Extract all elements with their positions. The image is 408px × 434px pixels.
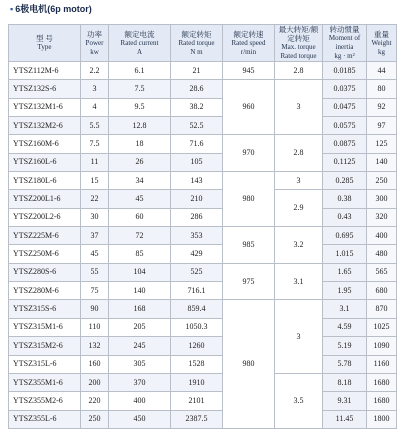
cell-current: 26: [109, 153, 171, 171]
cell-weight: 680: [367, 282, 397, 300]
cell-max-torque-ratio: 2.8: [275, 62, 323, 80]
cell-weight: 480: [367, 245, 397, 263]
cell-max-torque-ratio: 2.8: [275, 135, 323, 172]
cell-torque: 1910: [171, 373, 223, 391]
cell-torque: 71.6: [171, 135, 223, 153]
table-row: [9, 245, 397, 263]
cell-current: 205: [109, 318, 171, 336]
cell-type: YTSZ280S-6: [9, 263, 81, 281]
cell-rated-speed: 970: [223, 135, 275, 172]
table-row: [9, 373, 397, 391]
table-row: [9, 172, 397, 190]
cell-inertia: 0.0375: [323, 80, 367, 98]
cell-type: YTSZ315M1-6: [9, 318, 81, 336]
header-speed: 额定转速 Rated speed r/min: [223, 25, 275, 62]
cell-power: 15: [81, 172, 109, 190]
cell-power: 11: [81, 153, 109, 171]
cell-weight: 44: [367, 62, 397, 80]
cell-max-torque-ratio: 3.5: [275, 373, 323, 428]
table-row: [9, 98, 397, 116]
cell-current: 6.1: [109, 62, 171, 80]
cell-inertia: 0.0475: [323, 98, 367, 116]
cell-inertia: 11.45: [323, 410, 367, 428]
table-row: [9, 392, 397, 410]
cell-type: YTSZ315S-6: [9, 300, 81, 318]
cell-torque: 2387.5: [171, 410, 223, 428]
cell-torque: 286: [171, 208, 223, 226]
cell-power: 2.2: [81, 62, 109, 80]
cell-power: 132: [81, 337, 109, 355]
cell-torque: 353: [171, 227, 223, 245]
cell-type: YTSZ315L-6: [9, 355, 81, 373]
cell-inertia: 0.695: [323, 227, 367, 245]
cell-max-torque-ratio: 3: [275, 172, 323, 190]
cell-torque: 21: [171, 62, 223, 80]
header-type: 型 号 Type: [9, 25, 81, 62]
cell-torque: 859.4: [171, 300, 223, 318]
cell-torque: 105: [171, 153, 223, 171]
header-max-torque: 最大转矩/额定转矩 Max. torque Rated torque: [275, 25, 323, 62]
cell-weight: 125: [367, 135, 397, 153]
cell-rated-speed: 960: [223, 80, 275, 135]
table-row: [9, 263, 397, 281]
cell-inertia: 0.38: [323, 190, 367, 208]
table-row: [9, 62, 397, 80]
table-body: [9, 62, 397, 429]
cell-current: 60: [109, 208, 171, 226]
cell-current: 18: [109, 135, 171, 153]
cell-torque: 716.1: [171, 282, 223, 300]
table-row: [9, 282, 397, 300]
cell-weight: 250: [367, 172, 397, 190]
cell-inertia: 0.1125: [323, 153, 367, 171]
cell-weight: 1025: [367, 318, 397, 336]
table-row: [9, 153, 397, 171]
cell-type: YTSZ132M1-6: [9, 98, 81, 116]
cell-power: 3: [81, 80, 109, 98]
cell-weight: 140: [367, 153, 397, 171]
cell-weight: 320: [367, 208, 397, 226]
cell-power: 200: [81, 373, 109, 391]
cell-inertia: 1.015: [323, 245, 367, 263]
cell-rated-speed: 980: [223, 300, 275, 428]
cell-current: 34: [109, 172, 171, 190]
header-inertia: 转动惯量 Moment of inertia kg · m²: [323, 25, 367, 62]
cell-current: 85: [109, 245, 171, 263]
cell-type: YTSZ112M-6: [9, 62, 81, 80]
cell-inertia: 0.0875: [323, 135, 367, 153]
cell-type: YTSZ200L1-6: [9, 190, 81, 208]
header-torque: 额定转矩 Rated torque N m: [171, 25, 223, 62]
cell-weight: 300: [367, 190, 397, 208]
cell-weight: 1800: [367, 410, 397, 428]
motor-spec-table: [8, 24, 397, 429]
cell-type: YTSZ132M2-6: [9, 117, 81, 135]
cell-weight: 1680: [367, 392, 397, 410]
cell-torque: 1260: [171, 337, 223, 355]
cell-power: 90: [81, 300, 109, 318]
cell-power: 55: [81, 263, 109, 281]
cell-power: 22: [81, 190, 109, 208]
cell-power: 7.5: [81, 135, 109, 153]
cell-current: 72: [109, 227, 171, 245]
table-row: [9, 410, 397, 428]
cell-type: YTSZ250M-6: [9, 245, 81, 263]
cell-torque: 429: [171, 245, 223, 263]
page-title-text: 6极电机(6p motor): [15, 4, 92, 14]
table-row: [9, 208, 397, 226]
cell-current: 12.8: [109, 117, 171, 135]
cell-inertia: 0.285: [323, 172, 367, 190]
header-power: 功率 Power kw: [81, 25, 109, 62]
cell-torque: 2101: [171, 392, 223, 410]
cell-type: YTSZ355L-6: [9, 410, 81, 428]
table-row: [9, 300, 397, 318]
cell-max-torque-ratio: 3: [275, 300, 323, 373]
cell-weight: 1680: [367, 373, 397, 391]
page-title: [10, 2, 92, 15]
cell-current: 370: [109, 373, 171, 391]
cell-weight: 1160: [367, 355, 397, 373]
table-row: [9, 318, 397, 336]
cell-power: 37: [81, 227, 109, 245]
cell-inertia: 3.1: [323, 300, 367, 318]
cell-power: 30: [81, 208, 109, 226]
cell-type: YTSZ160M-6: [9, 135, 81, 153]
cell-current: 140: [109, 282, 171, 300]
cell-torque: 525: [171, 263, 223, 281]
header-current: 额定电流 Rated current A: [109, 25, 171, 62]
cell-inertia: 8.18: [323, 373, 367, 391]
cell-current: 305: [109, 355, 171, 373]
cell-type: YTSZ132S-6: [9, 80, 81, 98]
bullet-icon: ▪: [10, 4, 14, 14]
cell-power: 45: [81, 245, 109, 263]
cell-current: 45: [109, 190, 171, 208]
cell-current: 168: [109, 300, 171, 318]
cell-inertia: 9.31: [323, 392, 367, 410]
cell-inertia: 1.95: [323, 282, 367, 300]
cell-inertia: 0.0185: [323, 62, 367, 80]
cell-power: 5.5: [81, 117, 109, 135]
cell-power: 75: [81, 282, 109, 300]
cell-power: 250: [81, 410, 109, 428]
cell-weight: 92: [367, 98, 397, 116]
header-weight: 重量 Weight kg: [367, 25, 397, 62]
cell-power: 160: [81, 355, 109, 373]
cell-max-torque-ratio: 3.1: [275, 263, 323, 300]
cell-power: 4: [81, 98, 109, 116]
table-row: [9, 190, 397, 208]
table-row: [9, 337, 397, 355]
cell-rated-speed: 985: [223, 227, 275, 264]
cell-inertia: 1.65: [323, 263, 367, 281]
cell-power: 110: [81, 318, 109, 336]
cell-inertia: 0.43: [323, 208, 367, 226]
cell-rated-speed: 945: [223, 62, 275, 80]
cell-type: YTSZ280M-6: [9, 282, 81, 300]
cell-rated-speed: 980: [223, 172, 275, 227]
cell-rated-speed: 975: [223, 263, 275, 300]
cell-current: 245: [109, 337, 171, 355]
cell-max-torque-ratio: 3: [275, 80, 323, 135]
cell-current: 7.5: [109, 80, 171, 98]
cell-weight: 97: [367, 117, 397, 135]
cell-inertia: 0.0575: [323, 117, 367, 135]
cell-type: YTSZ160L-6: [9, 153, 81, 171]
cell-weight: 80: [367, 80, 397, 98]
cell-weight: 400: [367, 227, 397, 245]
cell-type: YTSZ180L-6: [9, 172, 81, 190]
cell-max-torque-ratio: 3.2: [275, 227, 323, 264]
cell-torque: 38.2: [171, 98, 223, 116]
cell-type: YTSZ200L2-6: [9, 208, 81, 226]
cell-type: YTSZ315M2-6: [9, 337, 81, 355]
cell-type: YTSZ355M1-6: [9, 373, 81, 391]
cell-inertia: 4.59: [323, 318, 367, 336]
table-row: [9, 80, 397, 98]
cell-weight: 870: [367, 300, 397, 318]
cell-inertia: 5.78: [323, 355, 367, 373]
cell-inertia: 5.19: [323, 337, 367, 355]
cell-current: 450: [109, 410, 171, 428]
cell-current: 9.5: [109, 98, 171, 116]
cell-power: 220: [81, 392, 109, 410]
cell-current: 400: [109, 392, 171, 410]
table-row: [9, 135, 397, 153]
cell-weight: 1090: [367, 337, 397, 355]
cell-torque: 28.6: [171, 80, 223, 98]
cell-type: YTSZ355M2-6: [9, 392, 81, 410]
cell-torque: 52.5: [171, 117, 223, 135]
cell-torque: 1528: [171, 355, 223, 373]
cell-current: 104: [109, 263, 171, 281]
cell-torque: 143: [171, 172, 223, 190]
cell-torque: 1050.3: [171, 318, 223, 336]
table-row: [9, 227, 397, 245]
table-row: [9, 355, 397, 373]
table-row: [9, 117, 397, 135]
cell-torque: 210: [171, 190, 223, 208]
cell-weight: 565: [367, 263, 397, 281]
table-header-row: [9, 25, 397, 62]
cell-type: YTSZ225M-6: [9, 227, 81, 245]
cell-max-torque-ratio: 2.9: [275, 190, 323, 227]
